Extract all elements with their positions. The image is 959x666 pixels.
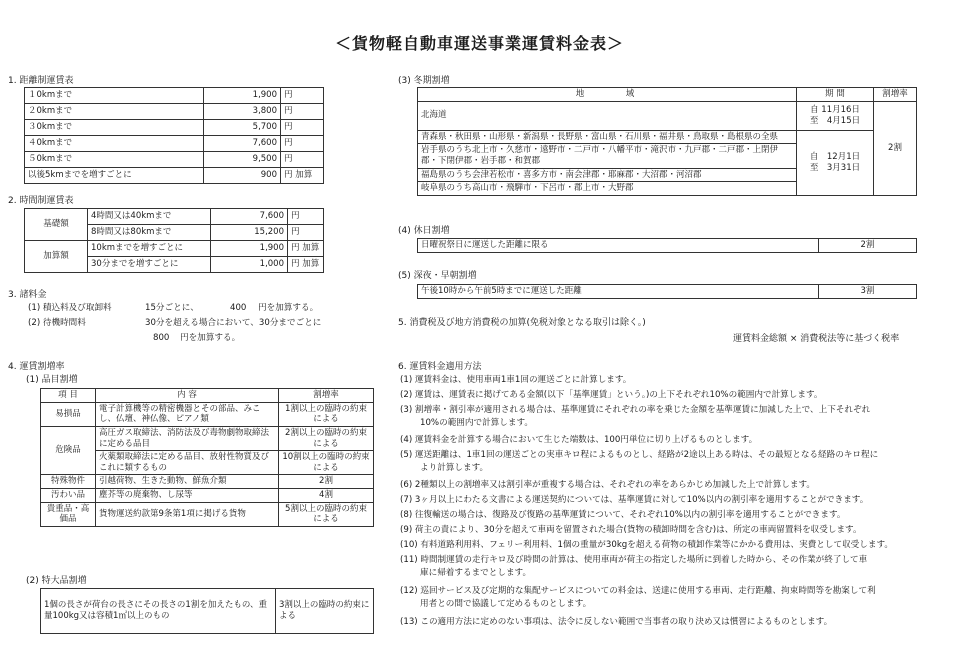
row-content: 火薬類取締法に定める品目、放射性物質及びこれに類するもの (96, 451, 279, 475)
waiting-fee-text: 円を加算する。 (180, 333, 241, 343)
oversize-content: 1個の長さが荷台の長さにその長さの1割を加えたもの、重量100kg又は容積1㎡以上のもの (41, 589, 276, 634)
row-rate: 5割以上の臨時の約束による (279, 502, 374, 526)
rule-item: (1) 運賃料金は、使用車両1車1回の運送ごとに計算します。 (400, 375, 632, 385)
night-surcharge-table (417, 284, 917, 299)
rule-item: (10) 有料道路利用料、フェリー利用料、1個の重量が30kgを超える荷物の積卸作業等にかかる費用は、実費として収受します。 (400, 540, 893, 550)
rule-item: (2) 運賃は、運賃表に掲げてある金額(以下「基準運賃」という。)の上下それぞれ10%の範囲内で計算します。 (400, 390, 823, 400)
item-surcharge-table (40, 388, 374, 527)
region-cell: 岐阜県のうち高山市・飛騨市・下呂市・郡上市・大野郡 (418, 182, 797, 196)
period-cell: 自 12月1日 至 3月31日 (797, 130, 874, 195)
table-row (41, 589, 374, 634)
table-row (41, 402, 374, 426)
table-row (25, 168, 324, 184)
row-label: 30分までを増すごとに (88, 257, 211, 273)
rule-item: (7) 3ヶ月以上にわたる文書による運送契約については、基準運賃に対して10%以内の割引率を適用することができます。 (400, 495, 869, 505)
row-label: ４0kmまで (25, 136, 204, 152)
rate-cell: 2割 (874, 101, 917, 195)
row-unit: 円 加算 (288, 257, 324, 273)
rule-item-cont: 庫に帰着するまでとします。 (420, 568, 532, 578)
row-rate: 2割 (279, 475, 374, 489)
region-cell: 青森県・秋田県・山形県・新潟県・長野県・富山県・石川県・福井県・鳥取県・島根県の全県 (418, 130, 797, 144)
table-row (25, 209, 324, 225)
row-value: 9,500 (204, 152, 281, 168)
waiting-fee-value: 800 (153, 333, 170, 343)
table-row (25, 152, 324, 168)
row-label: ５0kmまで (25, 152, 204, 168)
col-header-content: 内 容 (96, 389, 279, 403)
time-fare-heading: 2. 時間制運賃表 (8, 196, 74, 206)
row-label: 8時間又は80kmまで (88, 225, 211, 241)
loading-fee-value: 400 (230, 303, 247, 313)
row-unit: 円 (281, 152, 324, 168)
table-row (25, 88, 324, 104)
row-label: １0kmまで (25, 88, 204, 104)
period-cell: 自 11月16日 至 4月15日 (797, 101, 874, 130)
winter-surcharge-heading: (3) 冬期割増 (398, 76, 450, 86)
table-row (41, 475, 374, 489)
row-unit: 円 (281, 104, 324, 120)
rule-item: (11) 時間制運賃の走行キロ及び時間の計算は、使用車両が荷主の指定した場所に到着した時から、その作業が終了して車 (400, 555, 868, 565)
holiday-content: 日曜祝祭日に運送した距離に限る (418, 239, 819, 253)
row-content: 貨物運送約款第9条第1項に掲げる貨物 (96, 502, 279, 526)
table-row (25, 104, 324, 120)
rule-item: (5) 運送距離は、1車1回の運送ごとの実車キロ程によるものとし、経路が2途以上ある時は、その最短となる経路のキロ程に (400, 450, 879, 460)
table-row (41, 389, 374, 403)
col-header-rate: 割増率 (279, 389, 374, 403)
row-value: 1,900 (204, 88, 281, 104)
row-label: 4時間又は40kmまで (88, 209, 211, 225)
holiday-rate: 2割 (819, 239, 917, 253)
region-cell: 岩手県のうち北上市・久慈市・遠野市・二戸市・八幡平市・滝沢市・九戸郡・二戸郡・上閉伊郡・下閉伊郡・岩手郡・和賀郡 (418, 144, 797, 168)
table-row (418, 88, 917, 102)
row-rate: 10割以上の臨時の約束による (279, 451, 374, 475)
night-content: 午後10時から午前5時までに運送した距離 (418, 285, 819, 299)
table-row (41, 502, 374, 526)
rule-item-cont: 用者との間で協議して定めるものとします。 (420, 599, 592, 609)
row-unit: 円 (288, 225, 324, 241)
winter-surcharge-table (417, 87, 917, 196)
row-content: 電子計算機等の精密機器とその部品、みこし、仏壇、神仏像、ピアノ類 (96, 402, 279, 426)
waiting-fee-label: (2) 待機時間料 (28, 318, 86, 328)
row-value: 1,000 (211, 257, 288, 273)
oversize-surcharge-table (40, 588, 374, 634)
tax-formula: 運賃料金総額 × 消費税法等に基づく税率 (733, 334, 900, 344)
waiting-fee-condition: 30分を超える場合において、30分までごとに (145, 318, 322, 328)
rule-item: (4) 運賃料金を計算する場合において生じた端数は、100円単位に切り上げるものとします。 (400, 435, 758, 445)
rule-item: (8) 往復輸送の場合は、復路及び復路の基準運賃について、それぞれ10%以内の割引率を適用することができます。 (400, 510, 846, 520)
application-heading: 6. 運賃料金適用方法 (398, 362, 482, 372)
loading-fee-unit: 15分ごとに、 (145, 303, 199, 313)
row-item: 易損品 (41, 402, 96, 426)
row-unit: 円 (281, 136, 324, 152)
table-row (25, 241, 324, 257)
row-rate: 1割以上の臨時の約束による (279, 402, 374, 426)
col-header-item: 項 目 (41, 389, 96, 403)
row-value: 7,600 (204, 136, 281, 152)
table-row (41, 426, 374, 450)
row-value: 3,800 (204, 104, 281, 120)
table-row (25, 120, 324, 136)
row-label: ２0kmまで (25, 104, 204, 120)
rule-item: (9) 荷主の責により、30分を超えて車両を留置された場合(貨物の積卸時間を含む)は、所定の車両留置料を収受します。 (400, 525, 862, 535)
row-item: 貴重品・高価品 (41, 502, 96, 526)
row-unit: 円 (281, 88, 324, 104)
base-label: 基礎額 (25, 209, 88, 241)
row-label: 以後5kmまでを増すごとに (25, 168, 204, 184)
rule-item: (13) この適用方法に定めのない事項は、法令に反しない範囲で当事者の取り決め又は慣習によるものとします。 (400, 617, 833, 627)
row-unit: 円 (288, 209, 324, 225)
table-row (25, 136, 324, 152)
table-row (418, 285, 917, 299)
night-surcharge-heading: (5) 深夜・早朝割増 (398, 271, 477, 281)
row-content: 高圧ガス取締法、消防法及び毒物劇物取締法に定める品目 (96, 426, 279, 450)
row-item: 汚わい品 (41, 489, 96, 503)
row-value: 15,200 (211, 225, 288, 241)
loading-fee-text: 円を加算する。 (258, 303, 319, 313)
row-value: 1,900 (211, 241, 288, 257)
row-value: 7,600 (211, 209, 288, 225)
holiday-surcharge-table (417, 238, 917, 253)
holiday-surcharge-heading: (4) 休日割増 (398, 226, 450, 236)
add-label: 加算額 (25, 241, 88, 273)
rule-item-cont: 10%の範囲内で計算します。 (420, 418, 533, 428)
surcharge-heading: 4. 運賃割増率 (8, 362, 65, 372)
row-unit: 円 加算 (288, 241, 324, 257)
region-cell: 北海道 (418, 101, 797, 130)
row-label: 10kmまでを増すごとに (88, 241, 211, 257)
col-header-rate: 割増率 (874, 88, 917, 102)
table-row (41, 489, 374, 503)
row-value: 900 (204, 168, 281, 184)
loading-fee-label: (1) 積込料及び取卸料 (28, 303, 112, 313)
row-rate: 4割 (279, 489, 374, 503)
item-surcharge-heading: (1) 品目割増 (26, 375, 78, 385)
row-label: ３0kmまで (25, 120, 204, 136)
row-unit: 円 (281, 120, 324, 136)
rule-item: (6) 2種類以上の割増率又は割引率が重複する場合は、それぞれの率をあらかじめ加減した上で計算します。 (400, 480, 815, 490)
rule-item: (12) 巡回サービス及び定期的な集配サービスについての料金は、送達に使用する車両、走行距離、拘束時間等を勘案して利 (400, 586, 876, 596)
misc-fee-heading: 3. 諸料金 (8, 290, 47, 300)
tax-heading: 5. 消費税及び地方消費税の加算(免税対象となる取引は除く。) (398, 318, 646, 328)
row-rate: 2割以上の臨時の約束による (279, 426, 374, 450)
row-content: 引越荷物、生きた動物、鮮魚介類 (96, 475, 279, 489)
row-content: 塵芥等の廃棄物、し尿等 (96, 489, 279, 503)
region-cell: 福島県のうち会津若松市・喜多方市・南会津郡・耶麻郡・大沼郡・河沼郡 (418, 168, 797, 182)
rule-item: (3) 割増率・割引率が適用される場合は、基準運賃にそれぞれの率を乗じた金額を基準運賃に加減した上で、上下それぞれ (400, 405, 871, 415)
row-item: 危険品 (41, 426, 96, 475)
table-row (418, 101, 917, 130)
table-row (418, 239, 917, 253)
oversize-rate: 3割以上の臨時の約束による (276, 589, 374, 634)
distance-fare-table (24, 87, 324, 184)
row-item: 特殊物件 (41, 475, 96, 489)
col-header-region: 地 域 (418, 88, 797, 102)
oversize-surcharge-heading: (2) 特大品割増 (26, 576, 87, 586)
row-value: 5,700 (204, 120, 281, 136)
page-title: ＜貨物軽自動車運送事業運賃料金表＞ (334, 34, 624, 53)
night-rate: 3割 (819, 285, 917, 299)
time-fare-table (24, 208, 324, 273)
table-row (418, 130, 917, 144)
rule-item-cont: より計算します。 (420, 463, 489, 473)
row-unit: 円 加算 (281, 168, 324, 184)
distance-fare-heading: 1. 距離制運賃表 (8, 76, 74, 86)
col-header-period: 期 間 (797, 88, 874, 102)
